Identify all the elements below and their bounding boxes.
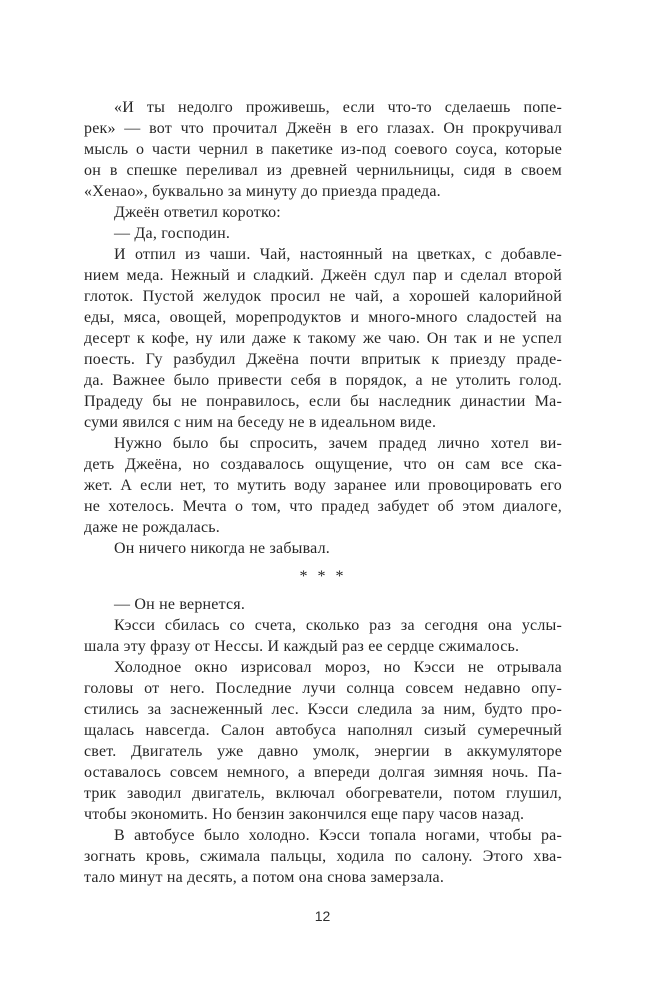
text-line: оставалось совсем немного, а впереди долгая зимняя ночь. Па- — [84, 764, 562, 781]
text-line: И отпил из чаши. Чай, настоянный на цветках, с добавле- — [114, 246, 562, 263]
text-line: «Хенао», буквально за минуту до приезда прадеда. — [84, 183, 441, 200]
paragraph — [84, 594, 562, 615]
paragraph — [84, 244, 562, 433]
text-line: головы от него. Последние лучи солнца совсем недавно опу- — [84, 680, 562, 697]
text-line: даже не рождалась. — [84, 519, 220, 536]
text-line: — Да, господин. — [114, 225, 231, 242]
text-line: суми явился с ним на беседу не в идеальном виде. — [84, 414, 437, 431]
text-line: Прадеду бы не понравилось, если бы наследник династии Ма- — [84, 393, 562, 410]
paragraph — [84, 202, 562, 223]
text-line: нием меда. Нежный и сладкий. Джеён сдул пар и сделал второй — [84, 267, 562, 284]
paragraph — [84, 433, 562, 538]
paragraph — [84, 825, 562, 888]
text-block — [84, 97, 562, 888]
text-line: он в спешке переливал из древней чернильницы, сидя в своем — [84, 162, 562, 179]
text-line: Джеён ответил коротко: — [114, 204, 281, 221]
text-line: трик заводил двигатель, включал обогреватели, потом глушил, — [84, 785, 562, 802]
paragraph — [84, 223, 562, 244]
text-line: еды, мяса, овощей, морепродуктов и много-много сладостей на — [84, 309, 562, 326]
paragraph — [84, 657, 562, 825]
text-line: не хотелось. Мечта о том, что прадед забудет об этом диалоге, — [84, 498, 562, 515]
text-line: рек» — вот что прочитал Джеён в его глазах. Он прокручивал — [84, 120, 562, 137]
text-line: Он ничего никогда не забывал. — [114, 540, 330, 557]
text-line: шала эту фразу от Нессы. И каждый раз ее сердце сжималось. — [84, 638, 520, 655]
text-line: тало минут на десять, а потом она снова замерзала. — [84, 869, 445, 886]
text-line: «И ты недолго проживешь, если что-то сделаешь попе- — [114, 99, 562, 116]
text-line: десерт к кофе, ну или даже к такому же чаю. Он так и не успел — [84, 330, 562, 347]
paragraph — [84, 97, 562, 202]
text-line: да. Важнее было привести себя в порядок, а не утолить голод. — [84, 372, 562, 389]
text-line: Кэсси сбилась со счета, сколько раз за сегодня она услы- — [114, 617, 562, 634]
page-number: 12 — [314, 908, 331, 924]
text-line: деть Джеёна, но создавалось ощущение, что он сам все ска- — [84, 456, 562, 473]
section-separator: * * * — [299, 568, 347, 585]
text-line: чтобы экономить. Но бензин закончился еще пару часов назад. — [84, 806, 525, 823]
text-line: глоток. Пустой желудок просил не чай, а хорошей калорийной — [84, 288, 562, 305]
text-line: щалась навсегда. Салон автобуса наполнял сизый сумеречный — [84, 722, 562, 739]
text-line: зогнать кровь, сжимала пальцы, ходила по салону. Этого хва- — [84, 848, 562, 865]
paragraph — [84, 538, 562, 559]
text-line: — Он не вернется. — [114, 596, 246, 613]
text-line: мысль о части чернил в пакетике из-под соевого соуса, которые — [84, 141, 562, 158]
text-line: В автобусе было холодно. Кэсси топала ногами, чтобы ра- — [114, 827, 562, 844]
text-line: жет. А если нет, то мутить воду заранее или провоцировать его — [84, 477, 562, 494]
text-line: стились за заснеженный лес. Кэсси следила за ним, будто про- — [84, 701, 562, 718]
text-line: Холодное окно изрисовал мороз, но Кэсси не отрывала — [114, 659, 562, 676]
text-line: свет. Двигатель уже давно умолк, энергии в аккумуляторе — [84, 743, 562, 760]
paragraph — [84, 615, 562, 657]
text-line: Нужно было бы спросить, зачем прадед лично хотел ви- — [114, 435, 562, 452]
text-line: поесть. Гу разбудил Джеёна почти впритык к приезду праде- — [84, 351, 562, 368]
